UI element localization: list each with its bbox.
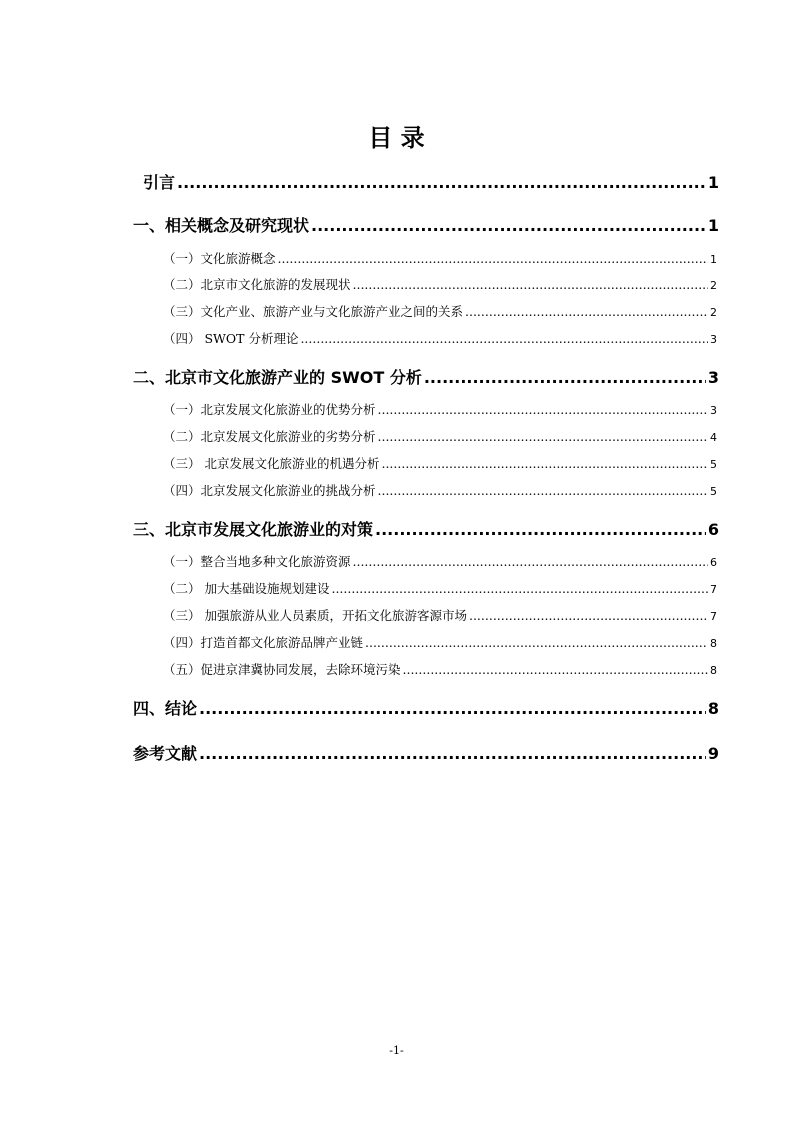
toc-entry-label: （四） SWOT 分析理论: [163, 331, 299, 346]
toc-leader-dots: [381, 456, 708, 471]
toc-leader-dots: [378, 402, 708, 417]
toc-entry-section-1-2[interactable]: [163, 275, 717, 293]
toc-entry-page: 5: [710, 458, 717, 471]
toc-leader-dots: [375, 520, 706, 539]
toc-leader-dots: [365, 635, 708, 650]
toc-leader-dots: [424, 368, 706, 387]
toc-entry-section-2-1[interactable]: [163, 400, 717, 418]
toc-leader-dots: [300, 331, 708, 346]
toc-leader-dots: [469, 608, 708, 623]
toc-entry-label: （二）北京发展文化旅游业的劣势分析: [163, 429, 376, 444]
toc-entry-intro[interactable]: [143, 170, 719, 193]
toc-entry-label: （三） 加强旅游从业人员素质，开拓文化旅游客源市场: [163, 608, 467, 623]
toc-entry-label: （四）北京发展文化旅游业的挑战分析: [163, 483, 376, 498]
toc-leader-dots: [378, 429, 708, 444]
toc-entry-label: 四、结论: [133, 699, 198, 718]
toc-entry-page: 7: [710, 610, 717, 623]
toc-entry-page: 6: [707, 520, 719, 539]
toc-leader-dots: [331, 581, 708, 596]
toc-leader-dots: [177, 173, 706, 192]
toc-entry-section-3-2[interactable]: [163, 579, 717, 597]
toc-entry-label: （五）促进京津冀协同发展，去除环境污染: [163, 662, 401, 677]
toc-entry-label: （三） 北京发展文化旅游业的机遇分析: [163, 456, 380, 471]
toc-entry-page: 2: [710, 306, 717, 319]
toc-title: 目 录: [368, 123, 425, 152]
toc-leader-dots: [353, 554, 708, 569]
toc-leader-dots: [353, 277, 708, 292]
toc-entry-label: （三）文化产业、旅游产业与文化旅游产业之间的关系: [163, 304, 464, 319]
toc-entry-page: 6: [710, 556, 717, 569]
toc-leader-dots: [199, 699, 706, 718]
toc-entry-section-3-5[interactable]: [163, 660, 717, 678]
toc-entry-section-1-3[interactable]: [163, 302, 717, 320]
toc-entry-chapter-1[interactable]: [133, 213, 719, 236]
toc-entry-section-3-3[interactable]: [163, 606, 717, 624]
toc-entry-section-1-4[interactable]: [163, 329, 717, 347]
page-number: -1-: [389, 1044, 404, 1057]
toc-leader-dots: [465, 304, 708, 319]
toc-entry-page: 1: [710, 253, 717, 266]
toc-leader-dots: [278, 251, 708, 266]
toc-entry-section-1-1[interactable]: [163, 249, 717, 267]
toc-entry-section-3-4[interactable]: [163, 633, 717, 651]
toc-entry-chapter-4[interactable]: [133, 696, 719, 719]
toc-entry-label: 三、北京市发展文化旅游业的对策: [133, 520, 374, 539]
toc-entry-section-3-1[interactable]: [163, 552, 717, 570]
toc-entry-page: 9: [707, 744, 719, 763]
toc-leader-dots: [199, 744, 706, 763]
toc-entry-page: 8: [707, 699, 719, 718]
toc-entry-references[interactable]: [133, 741, 719, 764]
toc-entry-label: 参考文献: [133, 744, 198, 763]
toc-entry-page: 3: [710, 333, 717, 346]
toc-entry-section-2-4[interactable]: [163, 481, 717, 499]
toc-entry-page: 3: [707, 368, 719, 387]
toc-entry-label: （一）文化旅游概念: [163, 251, 276, 266]
toc-entry-label: （一）北京发展文化旅游业的优势分析: [163, 402, 376, 417]
toc-entry-label: 二、北京市文化旅游产业的 SWOT 分析: [133, 368, 422, 387]
toc-entry-label: 一、相关概念及研究现状: [133, 216, 310, 235]
toc-entry-page: 7: [710, 583, 717, 596]
toc-entry-section-2-2[interactable]: [163, 427, 717, 445]
toc-leader-dots: [378, 483, 708, 498]
toc-entry-page: 4: [710, 431, 717, 444]
toc-entry-page: 5: [710, 485, 717, 498]
toc-entry-page: 8: [710, 637, 717, 650]
toc-entry-label: （四）打造首都文化旅游品牌产业链: [163, 635, 364, 650]
toc-entry-label: （一）整合当地多种文化旅游资源: [163, 554, 351, 569]
toc-entry-page: 8: [710, 664, 717, 677]
toc-entry-section-2-3[interactable]: [163, 454, 717, 472]
toc-entry-page: 2: [710, 279, 717, 292]
toc-entry-page: 3: [710, 404, 717, 417]
toc-entry-page: 1: [707, 173, 719, 192]
toc-entry-page: 1: [707, 216, 719, 235]
toc-entry-label: （二）北京市文化旅游的发展现状: [163, 277, 351, 292]
toc-entry-label: （二） 加大基础设施规划建设: [163, 581, 330, 596]
toc-entry-chapter-3[interactable]: [133, 517, 719, 540]
toc-leader-dots: [311, 216, 706, 235]
toc-entry-chapter-2[interactable]: [133, 365, 719, 388]
toc-leader-dots: [403, 662, 708, 677]
toc-entry-label: 引言: [143, 173, 176, 192]
